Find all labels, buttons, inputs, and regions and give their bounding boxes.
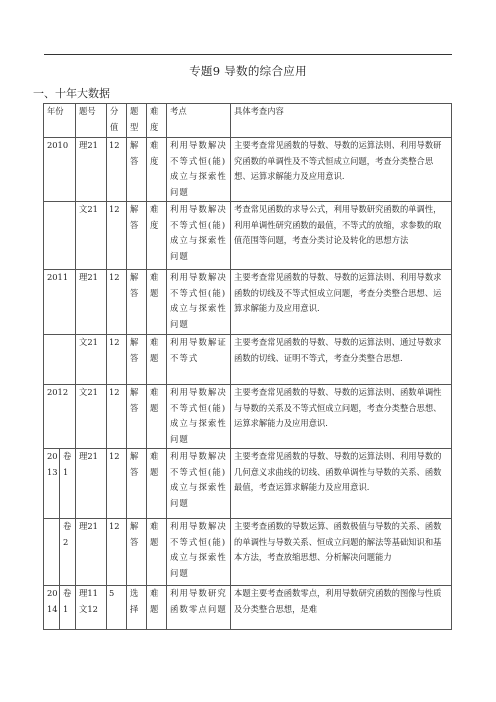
content-cell: 本题主要考查函数零点，利用导数研究函数的图像与性质及分类整合思想，是难 (231, 586, 452, 630)
year-cell: 2011 (44, 270, 76, 335)
question-cell: 理21 (76, 138, 107, 202)
difficulty-cell: 难题 (147, 586, 167, 630)
table-row (44, 519, 452, 586)
topic-cell: 利用导数解证不等式 (167, 335, 231, 385)
table-row (44, 449, 452, 519)
table-row (44, 586, 452, 630)
type-cell: 解答 (127, 449, 147, 519)
section-heading: 一、十年大数据 (33, 87, 110, 100)
table-row (44, 138, 452, 202)
year-cell: 2010 (44, 138, 76, 202)
score-cell: 5 (107, 586, 127, 630)
header-cell: 年份 (44, 104, 76, 138)
type-cell: 解答 (127, 138, 147, 202)
header-cell: 题型 (127, 104, 147, 138)
table-row (44, 385, 452, 449)
header-rule (44, 54, 452, 55)
year-cell (44, 519, 60, 586)
difficulty-cell: 难题 (147, 519, 167, 586)
content-cell: 主要考查常见函数的导数、导数的运算法则、利用导数求函数的切线及不等式恒成立问题，考查分类整合思想、运算求解能力及应用意识. (231, 270, 452, 335)
exam-data-table (43, 103, 452, 630)
type-cell: 解答 (127, 202, 147, 270)
topic-cell: 利用导数解决不等式恒(能)成立与探索性问题 (167, 449, 231, 519)
difficulty-cell: 难度 (147, 138, 167, 202)
type-cell: 解答 (127, 335, 147, 385)
topic-cell: 利用导数解决不等式恒(能)成立与探索性问题 (167, 385, 231, 449)
table-row (44, 270, 452, 335)
topic-cell: 利用导数解决不等式恒(能)成立与探索性问题 (167, 202, 231, 270)
difficulty-cell: 难度 (147, 202, 167, 270)
score-cell: 12 (107, 335, 127, 385)
page-title: 专题9 导数的综合应用 (189, 64, 307, 78)
difficulty-cell: 难题 (147, 385, 167, 449)
topic-cell: 利用导数解决不等式恒(能)成立与探索性问题 (167, 270, 231, 335)
table-row (44, 202, 452, 270)
table-header-row (44, 104, 452, 138)
header-cell: 难度 (147, 104, 167, 138)
question-cell: 文21 (76, 202, 107, 270)
content-cell: 主要考查常见函数的导数、导数的运算法则、利用导数的几何意义求曲线的切线、函数单调性与导数的关系、函数最值，考查运算求解能力及应用意识. (231, 449, 452, 519)
question-cell: 理21 (76, 449, 107, 519)
score-cell: 12 (107, 449, 127, 519)
header-cell: 分值 (107, 104, 127, 138)
content-cell: 主要考查常见函数的导数、导数的运算法则、通过导数求函数的切线、证明不等式，考查分类整合思想. (231, 335, 452, 385)
question-cell: 文21 (76, 335, 107, 385)
content-cell: 主要考查常见函数的导数、导数的运算法则、利用导数研究函数的单调性及不等式恒成立问题，考查分类整合思想、运算求解能力及应用意识. (231, 138, 452, 202)
year-cell: 2012 (44, 385, 76, 449)
score-cell: 12 (107, 138, 127, 202)
content-cell: 主要考查函数的导数运算、函数极值与导数的关系、函数的单调性与导数关系、恒成立问题的解法等基础知识和基本方法，考查放缩思想、分析解决问题能力 (231, 519, 452, 586)
year-cell (44, 202, 76, 270)
score-cell: 12 (107, 270, 127, 335)
paper-cell: 卷1 (60, 586, 76, 630)
score-cell: 12 (107, 385, 127, 449)
type-cell: 解答 (127, 270, 147, 335)
header-cell: 题号 (76, 104, 107, 138)
paper-cell: 卷1 (60, 449, 76, 519)
table-row (44, 335, 452, 385)
score-cell: 12 (107, 519, 127, 586)
content-cell: 主要考查常见函数的导数、导数的运算法则、函数单调性与导数的关系及不等式恒成立问题，考查分类整合思想、运算求解能力及应用意识. (231, 385, 452, 449)
question-cell: 理21 (76, 270, 107, 335)
year-cell (44, 335, 76, 385)
year-cell: 2014 (44, 586, 60, 630)
type-cell: 选择 (127, 586, 147, 630)
difficulty-cell: 难题 (147, 449, 167, 519)
question-cell: 理21 (76, 519, 107, 586)
year-cell: 2013 (44, 449, 60, 519)
difficulty-cell: 难题 (147, 335, 167, 385)
content-cell: 考查常见函数的求导公式，利用导数研究函数的单调性，利用单调性研究函数的最值，不等式的放缩，求参数的取值范围等问题，考查分类讨论及转化的思想方法 (231, 202, 452, 270)
difficulty-cell: 难题 (147, 270, 167, 335)
type-cell: 解答 (127, 385, 147, 449)
topic-cell: 利用导数解决不等式恒(能)成立与探索性问题 (167, 519, 231, 586)
header-cell: 具体考查内容 (231, 104, 452, 138)
question-cell: 文21 (76, 385, 107, 449)
paper-cell: 卷2 (60, 519, 76, 586)
score-cell: 12 (107, 202, 127, 270)
question-cell: 理11文12 (76, 586, 107, 630)
topic-cell: 利用导数解决不等式恒(能)成立与探索性问题 (167, 138, 231, 202)
type-cell: 解答 (127, 519, 147, 586)
header-cell: 考点 (167, 104, 231, 138)
topic-cell: 利用导数研究函数零点问题 (167, 586, 231, 630)
